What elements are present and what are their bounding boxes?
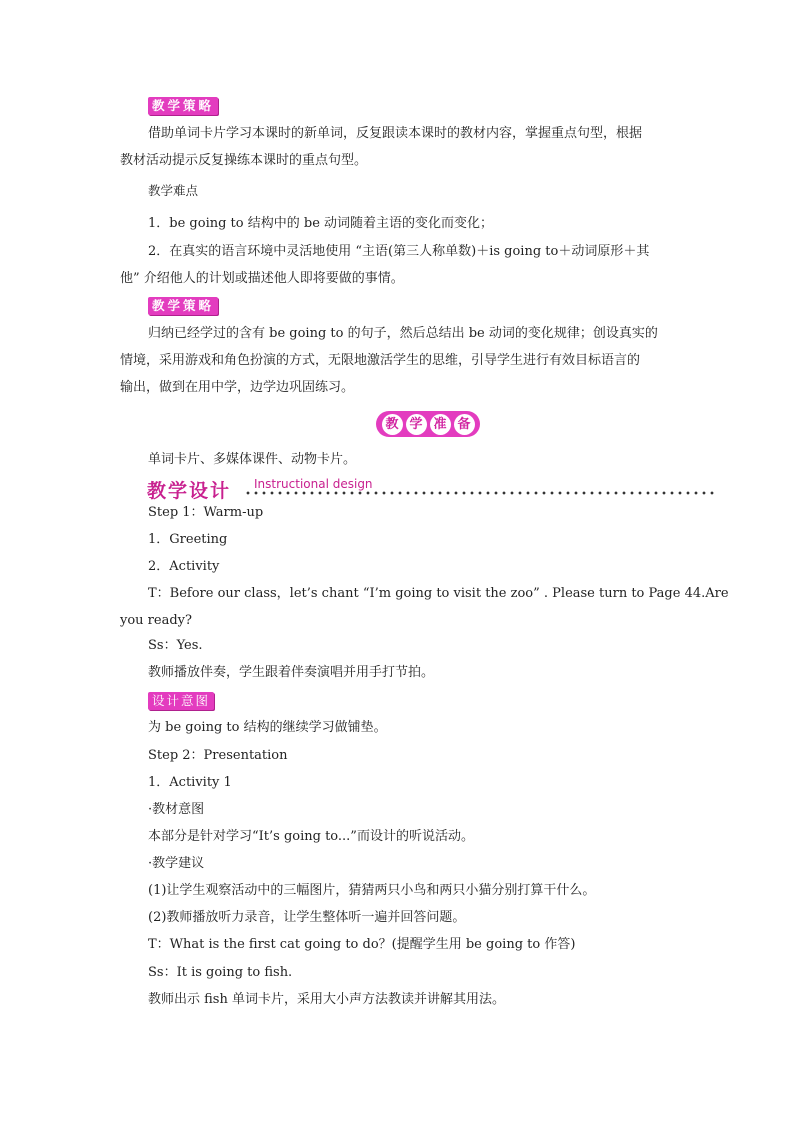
title-char: 准 bbox=[430, 414, 451, 435]
teacher-action: 教师播放伴奏，学生跟着伴奏演唱并用手打节拍。 bbox=[148, 665, 435, 680]
dotted-divider bbox=[244, 491, 714, 495]
dialog-line: Ss：It is going to fish. bbox=[148, 965, 293, 980]
strategy-badge: 教学策略 bbox=[148, 97, 218, 115]
paragraph-line: 归纳已经学过的含有 be going to 的句子，然后总结出 be 动词的变化规律；创设真实的 bbox=[148, 326, 658, 341]
strategy-badge: 教学策略 bbox=[148, 297, 218, 315]
sub-label: ·教材意图 bbox=[148, 802, 205, 817]
difficulty-heading: 教学难点 bbox=[148, 183, 199, 198]
paragraph-line: 情境，采用游戏和角色扮演的方式，无限地激活学生的思维，引导学生进行有效目标语言的 bbox=[120, 353, 641, 368]
preparation-text: 单词卡片、多媒体课件、动物卡片。 bbox=[148, 452, 357, 467]
list-item: (2)教师播放听力录音，让学生整体听一遍并回答问题。 bbox=[148, 910, 466, 925]
intent-text: 为 be going to 结构的继续学习做铺垫。 bbox=[148, 720, 387, 735]
teacher-action: 教师出示 fish 单词卡片，采用大小声方法教读并讲解其用法。 bbox=[148, 992, 505, 1007]
design-subtitle: Instructional design bbox=[254, 477, 373, 491]
dialog-line: Ss：Yes. bbox=[148, 638, 203, 653]
dialog-line: T：Before our class，let’s chant “I’m going to visit the zoo” . Please turn to Page 44.Are bbox=[148, 586, 729, 601]
dialog-line: you ready? bbox=[120, 613, 192, 628]
step-heading: Step 2：Presentation bbox=[148, 748, 288, 763]
paragraph-line: 输出，做到在用中学，边学边巩固练习。 bbox=[120, 380, 355, 395]
title-char: 学 bbox=[406, 414, 427, 435]
list-item: 2．在真实的语言环境中灵活地使用 “主语(第三人称单数)＋is going to＋动词原形＋其 bbox=[148, 244, 650, 259]
list-item: 1．Greeting bbox=[148, 532, 228, 547]
list-item: 他” 介绍他人的计划或描述他人即将要做的事情。 bbox=[120, 271, 404, 286]
step-heading: Step 1：Warm-up bbox=[148, 505, 264, 520]
dialog-line: T：What is the first cat going to do？(提醒学生用 be going to 作答) bbox=[148, 937, 576, 952]
paragraph-line: 教材活动提示反复操练本课时的重点句型。 bbox=[120, 153, 368, 168]
design-title: 教学设计 bbox=[147, 480, 232, 502]
paragraph-line: 本部分是针对学习“It’s going to...”而设计的听说活动。 bbox=[148, 829, 474, 844]
title-char: 备 bbox=[454, 414, 475, 435]
preparation-title bbox=[376, 411, 480, 437]
title-char: 教 bbox=[382, 414, 403, 435]
list-item: (1)让学生观察活动中的三幅图片，猜猜两只小鸟和两只小猫分别打算干什么。 bbox=[148, 883, 596, 898]
list-item: 2．Activity bbox=[148, 559, 220, 574]
list-item: 1．Activity 1 bbox=[148, 775, 232, 790]
paragraph-line: 借助单词卡片学习本课时的新单词，反复跟读本课时的教材内容，掌握重点句型，根据 bbox=[148, 126, 643, 141]
intent-badge: 设计意图 bbox=[148, 692, 214, 710]
sub-label: ·教学建议 bbox=[148, 856, 205, 871]
list-item: 1．be going to 结构中的 be 动词随着主语的变化而变化； bbox=[148, 216, 494, 231]
